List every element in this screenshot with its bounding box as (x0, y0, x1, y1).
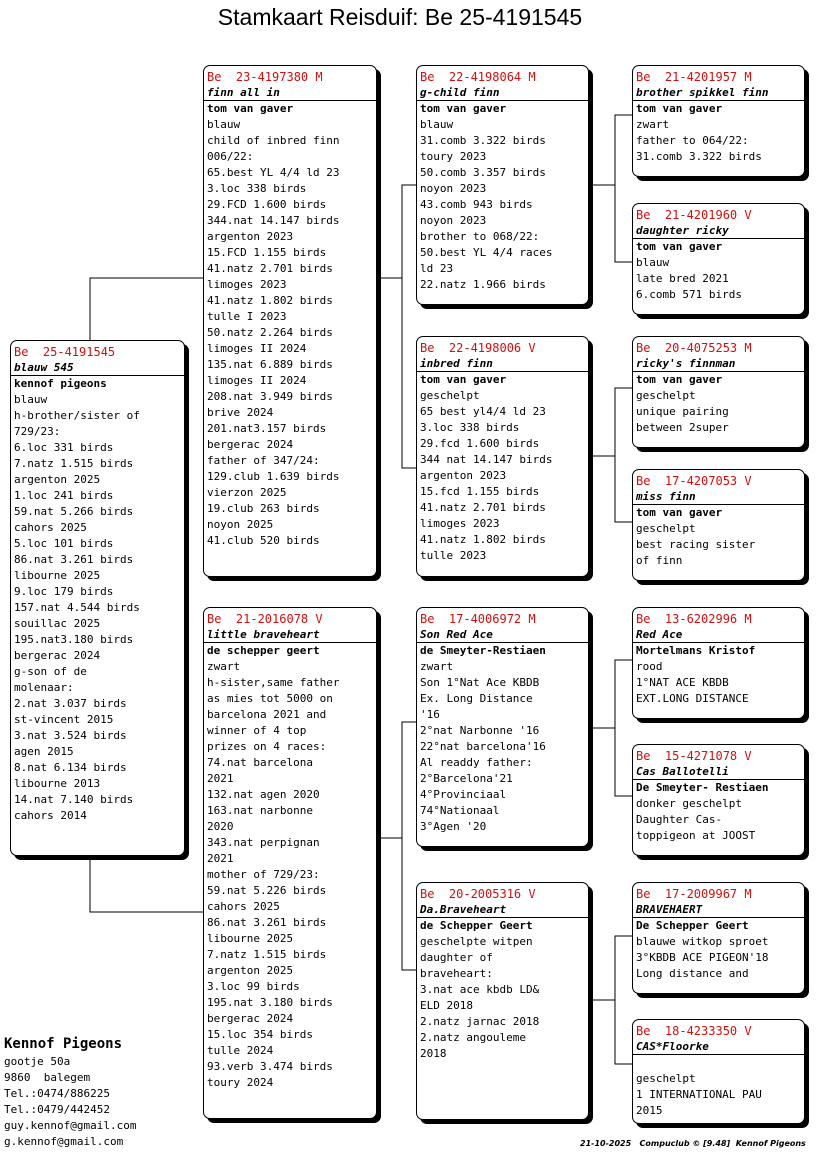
owner-name: De Schepper Geert (636, 919, 749, 932)
detail-line: 3.loc 338 birds (420, 421, 520, 434)
detail-line: 59.nat 5.226 birds (207, 884, 327, 897)
detail-line: brive 2024 (207, 406, 274, 419)
page-title: Stamkaart Reisduif: Be 25-4191545 (217, 4, 583, 30)
pigeon-name: little braveheart (204, 627, 376, 643)
pigeon-card-mother (203, 607, 377, 1119)
detail-line: 86.nat 3.261 birds (207, 916, 327, 929)
pigeon-details (633, 796, 804, 844)
detail-line: molenaar: (14, 681, 74, 694)
software-credit: Compuclub © [9.48] (639, 1139, 731, 1148)
detail-line: cahors 2025 (207, 900, 280, 913)
ring-number: Be 22-4198064 M (420, 70, 536, 84)
ring-number: Be 17-4207053 V (636, 474, 752, 488)
detail-line: 41.natz 1.802 birds (207, 294, 333, 307)
ring-number: Be 22-4198006 V (420, 341, 536, 355)
detail-line: child of inbred finn (207, 134, 340, 147)
detail-line: 2021 (207, 852, 234, 865)
detail-line: blauw (420, 118, 454, 131)
detail-line: 4°Provinciaal (420, 788, 507, 801)
detail-line: cahors 2014 (14, 809, 87, 822)
detail-line: rood (636, 660, 663, 673)
detail-line: libourne 2013 (14, 777, 101, 790)
owner-name (633, 1055, 804, 1071)
detail-line: 729/23: (14, 425, 61, 438)
pigeon-card-ggm-fm (632, 469, 805, 581)
detail-line: father to 064/22: (636, 134, 749, 147)
detail-line: 2.nat 3.037 birds (14, 697, 127, 710)
pigeon-card-ggf-ff (632, 65, 805, 177)
detail-line: ld 23 (420, 262, 454, 275)
pigeon-card-ggf-fm (632, 336, 805, 448)
detail-line: unique pairing (636, 405, 729, 418)
owner-name: kennof pigeons (14, 377, 107, 390)
ring-number: Be 18-4233350 V (636, 1024, 752, 1038)
owner-name: tom van gaver (636, 240, 723, 253)
detail-line: 59.nat 5.266 birds (14, 505, 134, 518)
detail-line: 15.fcd 1.155 birds (420, 485, 540, 498)
detail-line: tulle 2023 (420, 549, 487, 562)
breeder-name: Kennof Pigeons (4, 1036, 123, 1052)
pigeon-name: daughter ricky (633, 223, 804, 239)
pigeon-details (204, 659, 376, 1091)
detail-line: 3.loc 338 birds (207, 182, 307, 195)
detail-line: h-sister,same father (207, 676, 340, 689)
detail-line: 14.nat 7.140 birds (14, 793, 134, 806)
detail-line: 7.natz 1.515 birds (14, 457, 134, 470)
detail-line: 2.natz angouleme (420, 1031, 526, 1044)
owner-name: tom van gaver (636, 102, 723, 115)
detail-line: 50.best YL 4/4 races (420, 246, 553, 259)
owner-name: de Smeyter-Restiaen (420, 644, 546, 657)
detail-line: argenton 2023 (207, 230, 294, 243)
detail-line: 3.nat ace kbdb LD& (420, 983, 540, 996)
pigeon-name: Son Red Ace (417, 627, 588, 643)
detail-line: geschelpt (636, 1072, 696, 1085)
detail-line: zwart (420, 660, 454, 673)
owner-name: Mortelmans Kristof (636, 644, 756, 657)
ring-number: Be 21-4201960 V (636, 208, 752, 222)
breeder-address: gootje 50a (4, 1055, 71, 1068)
detail-line: limoges 2023 (207, 278, 287, 291)
breeder-phone: Tel.:0479/442452 (4, 1103, 110, 1116)
detail-line: braveheart: (420, 967, 493, 980)
pigeon-name: miss finn (633, 489, 804, 505)
pigeon-details (633, 1071, 804, 1119)
detail-line: libourne 2025 (14, 569, 101, 582)
ring-number: Be 13-6202996 M (636, 612, 752, 626)
pigeon-card-grandfather-maternal (416, 607, 589, 847)
detail-line: vierzon 2025 (207, 486, 287, 499)
ring-number: Be 17-2009967 M (636, 887, 752, 901)
pigeon-card-subject (10, 340, 185, 856)
detail-line: 1.loc 241 birds (14, 489, 114, 502)
pigeon-details (417, 659, 588, 835)
detail-line: blauwe witkop sproet (636, 935, 769, 948)
detail-line: noyon 2023 (420, 182, 487, 195)
detail-line: 2°nat Narbonne '16 (420, 724, 540, 737)
detail-line: 163.nat narbonne (207, 804, 313, 817)
breeder-city: 9860 balegem (4, 1071, 91, 1084)
ring-number: Be 20-2005316 V (420, 887, 536, 901)
detail-line: zwart (207, 660, 241, 673)
detail-line: 41.natz 2.701 birds (207, 262, 333, 275)
detail-line: '16 (420, 708, 440, 721)
detail-line: 1 INTERNATIONAL PAU (636, 1088, 762, 1101)
pigeon-name: inbred finn (417, 356, 588, 372)
pigeon-name: Cas Ballotelli (633, 764, 804, 780)
detail-line: geschelpte witpen (420, 935, 533, 948)
detail-line: 129.club 1.639 birds (207, 470, 340, 483)
detail-line: 31.comb 3.322 birds (420, 134, 546, 147)
detail-line: 1°NAT ACE KBDB (636, 676, 729, 689)
detail-line: 74.nat barcelona (207, 756, 313, 769)
detail-line: 65 best yl4/4 ld 23 (420, 405, 546, 418)
pigeon-card-grandmother-maternal (416, 882, 589, 1120)
detail-line: Son 1°Nat Ace KBDB (420, 676, 540, 689)
detail-line: 22.natz 1.966 birds (420, 278, 546, 291)
detail-line: 2018 (420, 1047, 447, 1060)
detail-line: 93.verb 3.474 birds (207, 1060, 333, 1073)
detail-line: 208.nat 3.949 birds (207, 390, 333, 403)
detail-line: brother to 068/22: (420, 230, 540, 243)
owner-name: de schepper geert (207, 644, 320, 657)
detail-line: 2020 (207, 820, 234, 833)
breeder-email: guy.kennof@gmail.com (4, 1119, 137, 1132)
pigeon-details (204, 117, 376, 549)
detail-line: 15.FCD 1.155 birds (207, 246, 327, 259)
detail-line: agen 2015 (14, 745, 74, 758)
detail-line: mother of 729/23: (207, 868, 320, 881)
owner-name: tom van gaver (636, 506, 723, 519)
detail-line: ELD 2018 (420, 999, 473, 1012)
pigeon-details (633, 117, 804, 165)
detail-line: 15.loc 354 birds (207, 1028, 313, 1041)
detail-line: toury 2023 (420, 150, 487, 163)
detail-line: 2015 (636, 1104, 663, 1117)
detail-line: 3.nat 3.524 birds (14, 729, 127, 742)
pigeon-details (633, 934, 804, 982)
detail-line: argenton 2023 (420, 469, 507, 482)
detail-line: 31.comb 3.322 birds (636, 150, 762, 163)
pigeon-details (417, 388, 588, 564)
detail-line: bergerac 2024 (14, 649, 101, 662)
detail-line: zwart (636, 118, 670, 131)
pigeon-details (633, 659, 804, 707)
detail-line: daughter of (420, 951, 493, 964)
detail-line: 2021 (207, 772, 234, 785)
pigeon-card-ggf-mf (632, 607, 805, 719)
detail-line: argenton 2025 (207, 964, 294, 977)
ring-number: Be 21-2016078 V (207, 612, 323, 626)
detail-line: 22°nat barcelona'16 (420, 740, 546, 753)
ring-number: Be 23-4197380 M (207, 70, 323, 84)
detail-line: st-vincent 2015 (14, 713, 114, 726)
pigeon-details (11, 392, 184, 824)
detail-line: 132.nat agen 2020 (207, 788, 320, 801)
ring-number: Be 20-4075253 M (636, 341, 752, 355)
ring-number: Be 17-4006972 M (420, 612, 536, 626)
pigeon-card-father (203, 65, 377, 577)
detail-line: 41.natz 2.701 birds (420, 501, 546, 514)
print-date: 21-10-2025 (580, 1139, 632, 1148)
ring-number: Be 25-4191545 (14, 345, 116, 359)
detail-line: 5.loc 101 birds (14, 537, 114, 550)
detail-line: 50.comb 3.357 birds (420, 166, 546, 179)
detail-line: blauw (14, 393, 48, 406)
owner-name: de Schepper Geert (420, 919, 533, 932)
detail-line: 195.nat 3.180 birds (207, 996, 333, 1009)
detail-line: souillac 2025 (14, 617, 101, 630)
detail-line: limoges II 2024 (207, 374, 307, 387)
detail-line: 29.fcd 1.600 birds (420, 437, 540, 450)
detail-line: best racing sister (636, 538, 756, 551)
pigeon-name: ricky's finnman (633, 356, 804, 372)
detail-line: limoges II 2024 (207, 342, 307, 355)
detail-line: 343.nat perpignan (207, 836, 320, 849)
pigeon-card-grandmother-paternal (416, 336, 589, 577)
detail-line: toppigeon at JOOST (636, 829, 756, 842)
detail-line: 157.nat 4.544 birds (14, 601, 140, 614)
detail-line: 86.nat 3.261 birds (14, 553, 134, 566)
detail-line: 41.club 520 birds (207, 534, 320, 547)
detail-line: bergerac 2024 (207, 438, 294, 451)
pigeon-name: Da.Braveheart (417, 902, 588, 918)
detail-line: 19.club 263 birds (207, 502, 320, 515)
detail-line: 29.FCD 1.600 birds (207, 198, 327, 211)
detail-line: toury 2024 (207, 1076, 274, 1089)
pigeon-card-ggm-mm (632, 1019, 805, 1124)
pigeon-name: finn all in (204, 85, 376, 101)
detail-line: bergerac 2024 (207, 1012, 294, 1025)
detail-line: libourne 2025 (207, 932, 294, 945)
detail-line: Al readdy father: (420, 756, 533, 769)
detail-line: late bred 2021 (636, 272, 729, 285)
detail-line: 74°Nationaal (420, 804, 500, 817)
detail-line: barcelona 2021 and (207, 708, 327, 721)
pigeon-name: Red Ace (633, 627, 804, 643)
pigeon-details (633, 388, 804, 436)
owner-name: De Smeyter- Restiaen (636, 781, 769, 794)
detail-line: 65.best YL 4/4 ld 23 (207, 166, 340, 179)
detail-line: Long distance and (636, 967, 749, 980)
detail-line: Ex. Long Distance (420, 692, 533, 705)
detail-line: noyon 2025 (207, 518, 274, 531)
detail-line: donker geschelpt (636, 797, 742, 810)
pigeon-name: CAS*Floorke (633, 1039, 804, 1055)
detail-line: of finn (636, 554, 683, 567)
detail-line: cahors 2025 (14, 521, 87, 534)
pigeon-card-ggm-ff (632, 203, 805, 315)
print-footer (580, 1139, 806, 1148)
detail-line: 7.natz 1.515 birds (207, 948, 327, 961)
detail-line: 50.natz 2.264 birds (207, 326, 333, 339)
detail-line: 2°Barcelona'21 (420, 772, 513, 785)
detail-line: 6.comb 571 birds (636, 288, 742, 301)
detail-line: 344.nat 14.147 birds (207, 214, 340, 227)
pigeon-card-ggm-mf (632, 744, 805, 856)
detail-line: Daughter Cas- (636, 813, 723, 826)
pigeon-name: brother spikkel finn (633, 85, 804, 101)
detail-line: 41.natz 1.802 birds (420, 533, 546, 546)
detail-line: 9.loc 179 birds (14, 585, 114, 598)
detail-line: winner of 4 top (207, 724, 307, 737)
detail-line: prizes on 4 races: (207, 740, 327, 753)
detail-line: geschelpt (420, 389, 480, 402)
breeder-info (4, 1034, 136, 1150)
pigeon-card-ggf-mm (632, 882, 805, 994)
pigeon-name: blauw 545 (11, 360, 184, 376)
detail-line: tulle I 2023 (207, 310, 287, 323)
pigeon-name: BRAVEHAERT (633, 902, 804, 918)
detail-line: g-son of de (14, 665, 87, 678)
detail-line: 3°Agen '20 (420, 820, 487, 833)
pigeon-details (633, 521, 804, 569)
detail-line: 006/22: (207, 150, 254, 163)
ring-number: Be 21-4201957 M (636, 70, 752, 84)
pigeon-details (417, 117, 588, 293)
detail-line: blauw (207, 118, 241, 131)
detail-line: geschelpt (636, 389, 696, 402)
pigeon-details (417, 934, 588, 1062)
pigeon-card-grandfather-paternal (416, 65, 589, 305)
detail-line: as mies tot 5000 on (207, 692, 333, 705)
owner-name: tom van gaver (420, 373, 507, 386)
pigeon-name: g-child finn (417, 85, 588, 101)
detail-line: geschelpt (636, 522, 696, 535)
detail-line: limoges 2023 (420, 517, 500, 530)
detail-line: 3°KBDB ACE PIGEON'18 (636, 951, 769, 964)
breeder-email: g.kennof@gmail.com (4, 1135, 124, 1148)
breeder-phone: Tel.:0474/886225 (4, 1087, 110, 1100)
detail-line: 2.natz jarnac 2018 (420, 1015, 540, 1028)
detail-line: 6.loc 331 birds (14, 441, 114, 454)
detail-line: between 2super (636, 421, 729, 434)
detail-line: argenton 2025 (14, 473, 101, 486)
detail-line: 8.nat 6.134 birds (14, 761, 127, 774)
detail-line: h-brother/sister of (14, 409, 140, 422)
detail-line: father of 347/24: (207, 454, 320, 467)
detail-line: 195.nat3.180 birds (14, 633, 134, 646)
owner-name: tom van gaver (207, 102, 294, 115)
detail-line: tulle 2024 (207, 1044, 274, 1057)
owner-name: tom van gaver (636, 373, 723, 386)
ring-number: Be 15-4271078 V (636, 749, 752, 763)
detail-line: 43.comb 943 birds (420, 198, 533, 211)
detail-line: blauw (636, 256, 670, 269)
detail-line: noyon 2023 (420, 214, 487, 227)
pigeon-details (633, 255, 804, 303)
footer-owner: Kennof Pigeons (735, 1139, 806, 1148)
detail-line: 135.nat 6.889 birds (207, 358, 333, 371)
detail-line: 201.nat3.157 birds (207, 422, 327, 435)
owner-name: tom van gaver (420, 102, 507, 115)
detail-line: 344 nat 14.147 birds (420, 453, 553, 466)
detail-line: 3.loc 99 birds (207, 980, 300, 993)
detail-line: EXT.LONG DISTANCE (636, 692, 749, 705)
